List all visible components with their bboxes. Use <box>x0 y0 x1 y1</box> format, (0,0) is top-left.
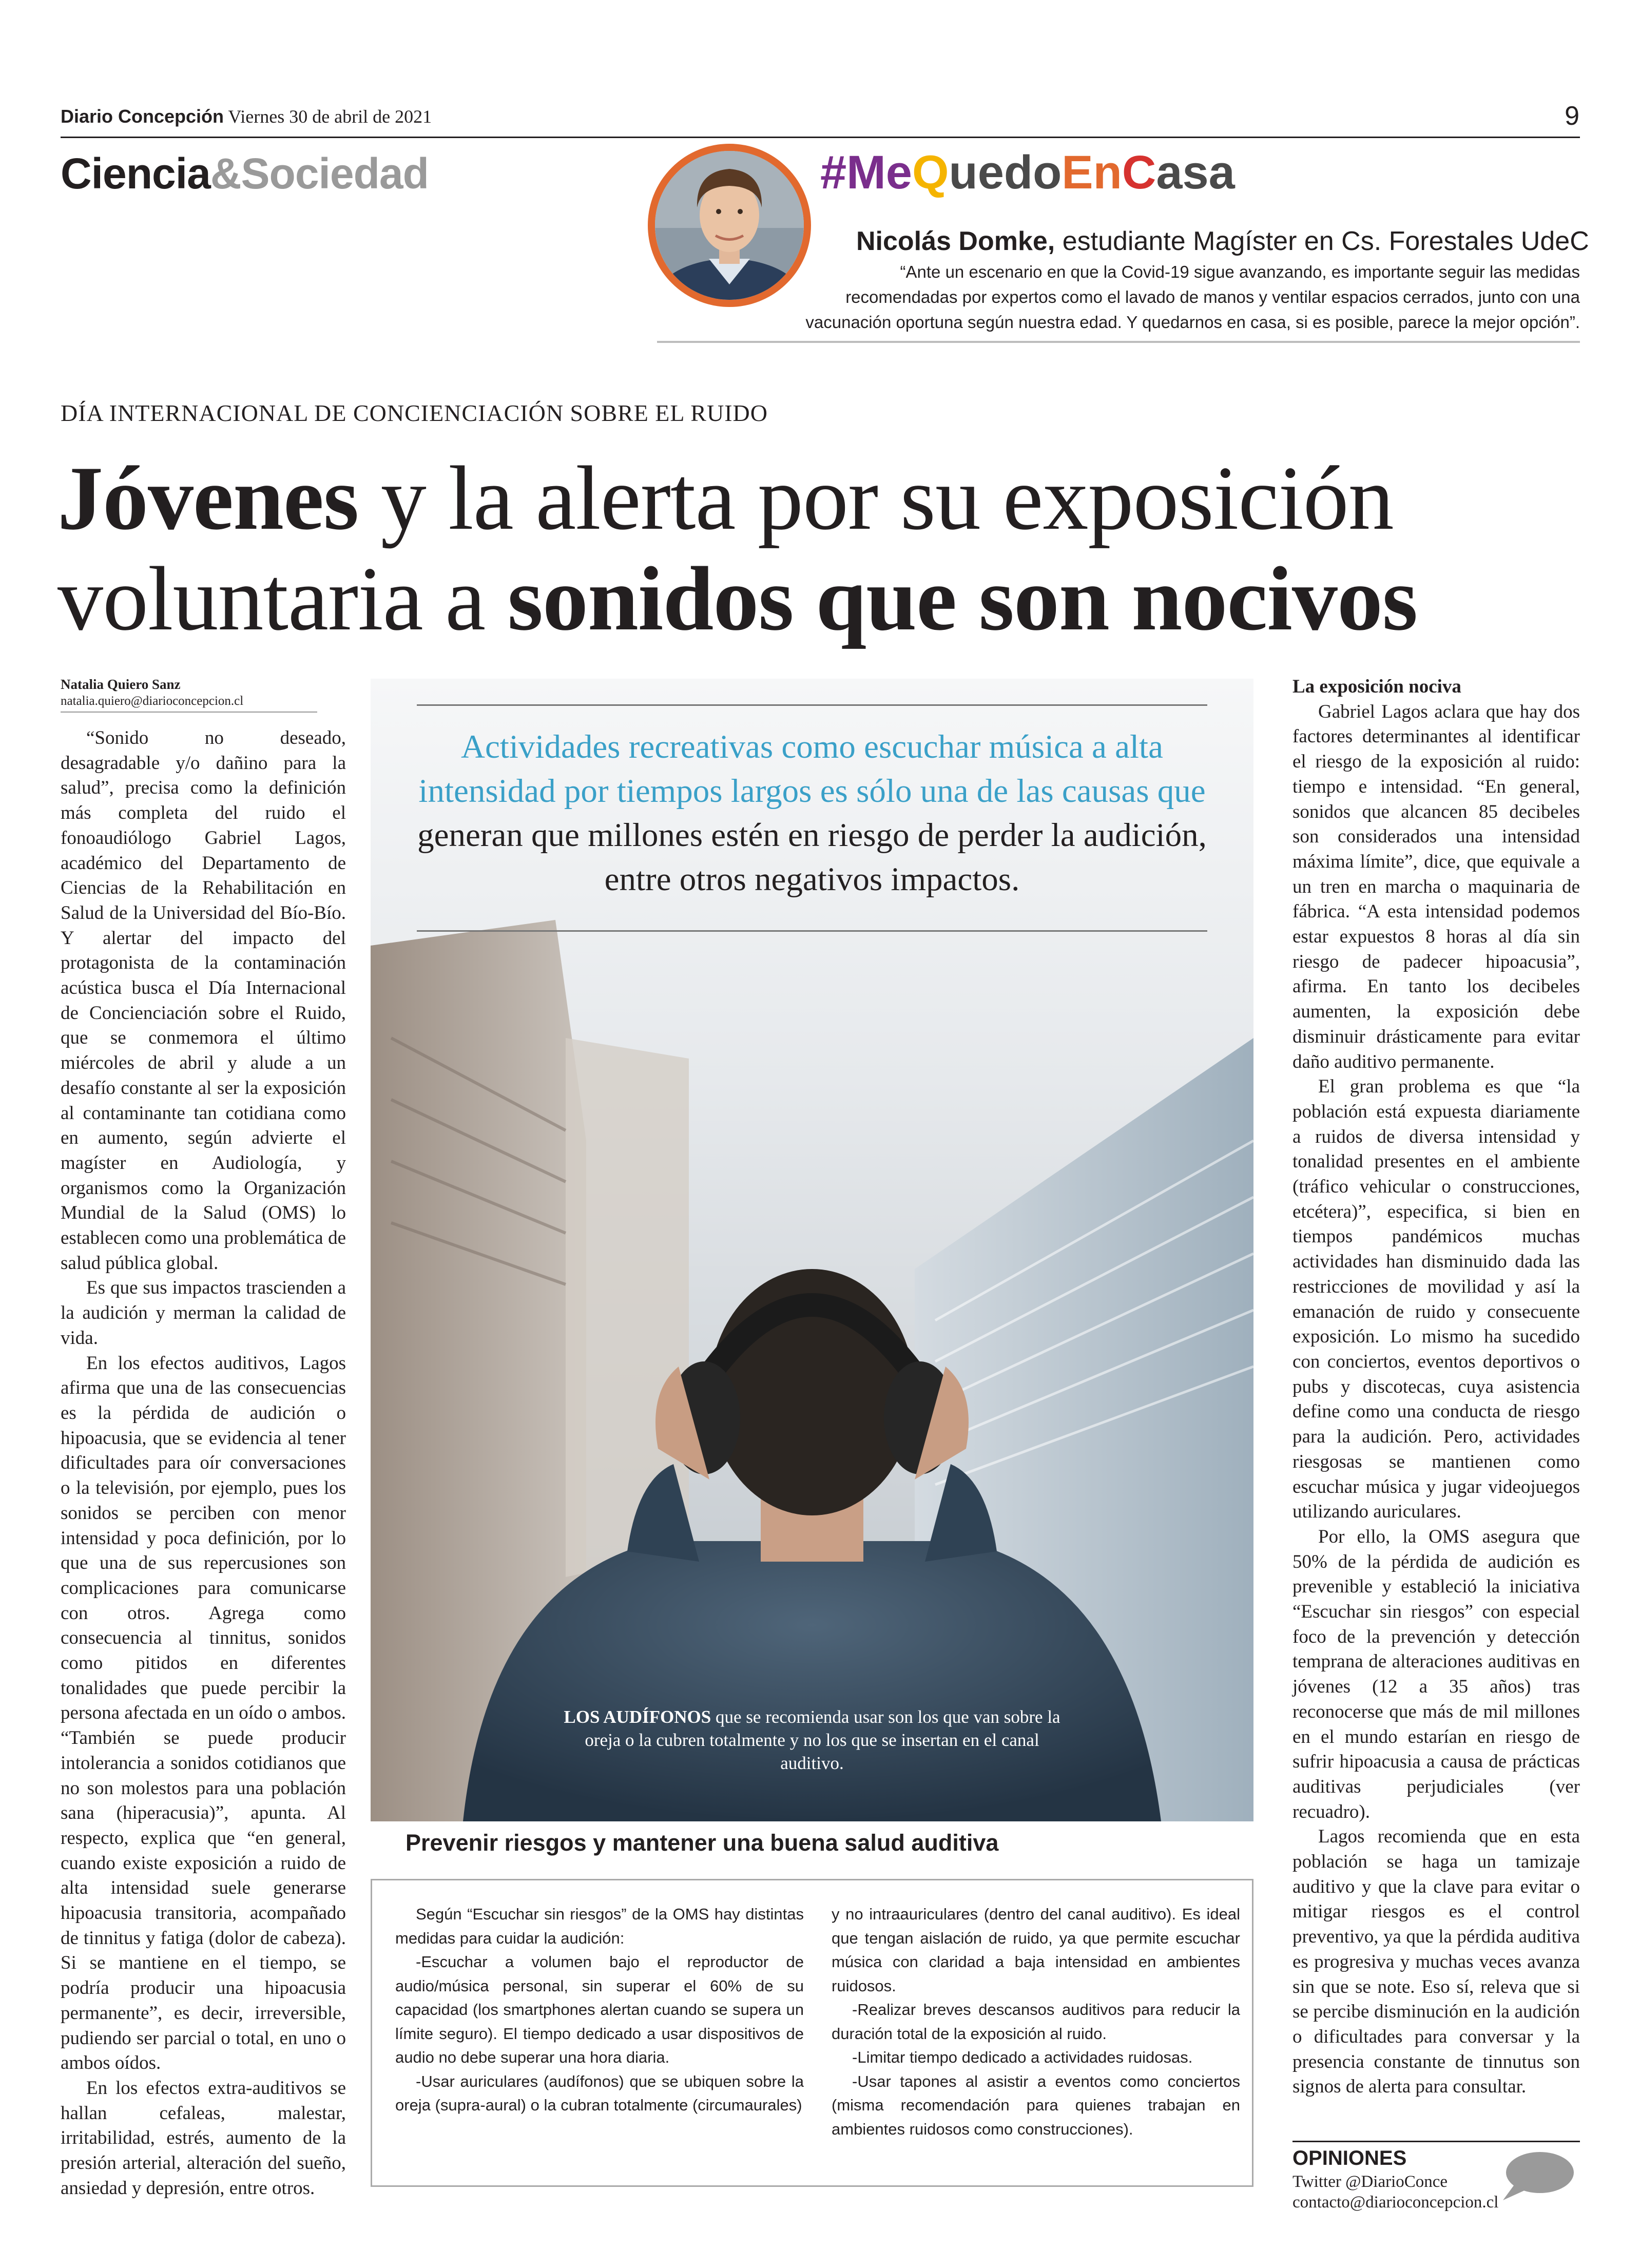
paragraph: En los efectos auditivos, Lagos afirma que una de las consecuencias es la pérdida de audición o hipoacusia, que se evidencia al tener dificultades para oír conversaciones o la televisión, por ejemplo, pues los sonidos se perciben con menor intensidad y poca definición, por lo que una de sus repercusiones son complicaciones para comunicarse con otros. Agrega como consecuencia al tinnitus, sonidos como pitidos en diferentes tonalidades que puede percibir la persona afectada en un oído o ambos. “También se puede producir intolerancia a sonidos cotidianos que no son molestos para una población sana (hiperacusia)”, apunta. Al respecto, explica que “en general, cuando existe exposición a ruido de alta intensidad suele generarse hipoacusia transitoria, acompañado de tinnitus y fatiga (dolor de cabeza). Si se mantiene en el tiempo, se podría producir una hipoacusia permanente”, es decir, irreversible, pudiendo ser parcial o total, en uno o ambos oídos. <box>61 1352 346 2074</box>
subheading: La exposición nociva <box>1292 676 1461 697</box>
paragraph: “Sonido no deseado, desagradable y/o dañino para la salud”, precisa como la definición más completa del ruido el fonoaudiólogo Gabriel Lagos, académico del Departamento de Ciencias de la Rehabilitación en Salud de la Universidad del Bío-Bío. Y alertar del impacto del protagonista de la contaminación acústica busca el Día Internacional de Concienciación sobre el Ruido, que se conmemora el último miércoles de abril y alude a un desafío constante al ser la exposición al contaminante tan cotidiana como en aumento, según advierte el magíster en Audiología, y organismos como la Organización Mundial de la Salud (OMS) lo establecen como una problemática de salud pública global. <box>61 727 346 1274</box>
pullquote-highlight: Actividades recreativas como escuchar música a alta intensidad por tiempos largos es sólo una de las causas que <box>418 728 1206 810</box>
box-paragraph: -Usar auriculares (audífonos) que se ubiquen sobre la oreja (supra-aural) o la cubran totalmente (circumaurales) <box>395 2072 804 2114</box>
article-column-left <box>61 726 346 2201</box>
box-paragraph: Según “Escuchar sin riesgos” de la OMS hay distintas medidas para cuidar la audición: <box>395 1905 804 1947</box>
headline-bold-2: sonidos que son nocivos <box>507 548 1418 649</box>
opiniones-rule <box>1292 2141 1580 2142</box>
byline-rule <box>61 712 317 713</box>
paragraph: Por ello, la OMS asegura que 50% de la pérdida de audición es prevenible y estableció la iniciativa “Escuchar sin riesgos” con especial foco de la prevención y detección temprana de alteraciones auditivas en jóvenes (12 a 35 años) tras reconocerse que más de mil millones en el mundo estarían en riesgo de sufrir hipoacusia a causa de prácticas auditivas perjudiciales (ver recuadro). <box>1292 1526 1580 1822</box>
caption-lead: LOS AUDÍFONOS <box>564 1707 711 1727</box>
page-number: 9 <box>1565 101 1579 131</box>
pullquote-rule-bottom <box>417 930 1207 932</box>
pullquote-text: generan que millones estén en riesgo de perder la audición, entre otros negativos impactos. <box>417 817 1207 898</box>
speech-bubble-icon <box>1499 2149 1576 2202</box>
article-headline <box>57 448 1577 649</box>
section-title <box>61 149 429 199</box>
hashtag-title <box>820 146 1235 200</box>
paragraph: Gabriel Lagos aclara que hay dos factores determinantes al identificar el riesgo de la exposición al ruido: tiempo e intensidad. “En general, sonidos que alcancen 85 decibeles son considerados una intensidad máxima límite”, dice, que equivale a un tren en marcha o maquinaria de fábrica. “A esta intensidad podemos estar expuestos 8 horas al día sin riesgo de padecer hipoacusia”, afirma. En tanto los decibeles aumenten, la exposición debe disminuir drásticamente para evitar daño auditivo permanente. <box>1292 701 1580 1072</box>
hashtag-part: uedo <box>949 146 1062 199</box>
hashtag-part: C <box>1122 146 1156 199</box>
pullquote <box>371 679 1253 901</box>
hashtag-part: En <box>1062 146 1122 199</box>
section-title-b: &Sociedad <box>210 149 429 198</box>
opiniones-email[interactable]: contacto@diarioconcepcion.cl <box>1292 2193 1499 2212</box>
box-title: Prevenir riesgos y mantener una buena salud auditiva <box>406 1830 999 1856</box>
paragraph: Lagos recomienda que en esta población se haga un tamizaje auditivo y que la clave para evitar o mitigar riesgos es el control preventivo, ya que la pérdida auditiva es progresiva y muchas veces avanza sin que se note. Eso sí, releva que si se percibe disminución en la audición o dificultades para conversar y la presencia constante de tinnutus son signos de alerta para consultar. <box>1292 1826 1580 2098</box>
headline-regular-1: y la alerta por su exposición <box>358 447 1394 549</box>
author-name: Natalia Quiero Sanz <box>61 677 181 692</box>
header-rule <box>61 137 1580 138</box>
profile-name-line <box>856 226 1589 257</box>
hashtag-part: asa <box>1156 146 1235 199</box>
article-kicker: DÍA INTERNACIONAL DE CONCIENCIACIÓN SOBRE EL RUIDO <box>61 400 768 426</box>
opiniones-twitter[interactable]: Twitter @DiarioConce <box>1292 2173 1448 2191</box>
photo-caption <box>554 1705 1070 1775</box>
box-paragraph: y no intraauriculares (dentro del canal auditivo). Es ideal que tengan aislación de ruido, ya que permite escuchar música con claridad a baja intensidad en ambientes ruidosos. <box>832 1905 1240 1995</box>
hashtag-part: #Me <box>820 146 912 199</box>
headline-bold-1: Jóvenes <box>57 447 359 549</box>
box-column-left <box>395 1902 804 2118</box>
author-email: natalia.quiero@diarioconcepcion.cl <box>61 694 244 708</box>
box-paragraph: -Realizar breves descansos auditivos para reducir la duración total de la exposición al ruido. <box>832 2001 1240 2043</box>
profile-rule <box>657 341 1580 343</box>
box-paragraph: -Limitar tiempo dedicado a actividades ruidosas. <box>852 2048 1193 2066</box>
paragraph: Es que sus impactos trascienden a la audición y merman la calidad de vida. <box>61 1277 346 1349</box>
hashtag-part: Q <box>912 146 949 199</box>
paper-name: Diario Concepción <box>61 106 224 127</box>
avatar <box>648 144 811 307</box>
section-title-a: Ciencia <box>61 149 210 198</box>
profile-name: Nicolás Domke, <box>856 226 1055 256</box>
box-paragraph: -Usar tapones al asistir a eventos como conciertos (misma recomendación para quienes trabajan en ambientes ruidosos como construcciones). <box>832 2072 1240 2138</box>
profile-quote: “Ante un escenario en que la Covid-19 sigue avanzando, es importante seguir las medidas recomendadas por expertos como el lavado de manos y ventilar espacios cerrados, junto con una vacunación oportuna según nuestra edad. Y quedarnos en casa, si es posible, parece la mejor opción”. <box>805 262 1580 332</box>
profile-role: estudiante Magíster en Cs. Forestales UdeC <box>1055 226 1589 256</box>
paragraph: En los efectos extra-auditivos se hallan cefaleas, malestar, irritabilidad, estrés, aumento de la presión arterial, alteración del sueño, ansiedad y depresión, entre otros. <box>61 2077 346 2199</box>
headline-regular-2: voluntaria a <box>57 548 508 649</box>
article-column-right <box>1292 675 1580 2100</box>
page-header-date <box>61 106 432 127</box>
box-paragraph: -Escuchar a volumen bajo el reproductor de audio/música personal, sin superar el 60% de su capacidad (los smartphones alertan cuando se supera un límite seguro). El tiempo dedicado a usar dispositivos de audio no debe superar una hora diaria. <box>395 1953 804 2066</box>
issue-date: Viernes 30 de abril de 2021 <box>228 106 432 127</box>
caption-text: que se recomienda usar son los que van sobre la oreja o la cubren totalmente y no los que se insertan en el canal auditivo. <box>585 1707 1060 1773</box>
box-column-right <box>832 1902 1240 2141</box>
opiniones-title: OPINIONES <box>1292 2147 1407 2169</box>
paragraph: El gran problema es que “la población está expuesta diariamente a ruidos de diversa intensidad y tonalidad presentes en el ambiente (tráfico vehicular o construcciones, etcétera)”, especifica, si bien en tiempos pandémicos muchas actividades han disminuido dada las restricciones de movilidad y así la emanación de ruido y consecuente exposición. Lo mismo ha sucedido con conciertos, eventos deportivos o pubs y discotecas, cuya asistencia define como una conducta de riesgo para la audición. Pero, actividades riesgosas se mantienen como escuchar música y jugar videojuegos utilizando auriculares. <box>1292 1076 1580 1523</box>
